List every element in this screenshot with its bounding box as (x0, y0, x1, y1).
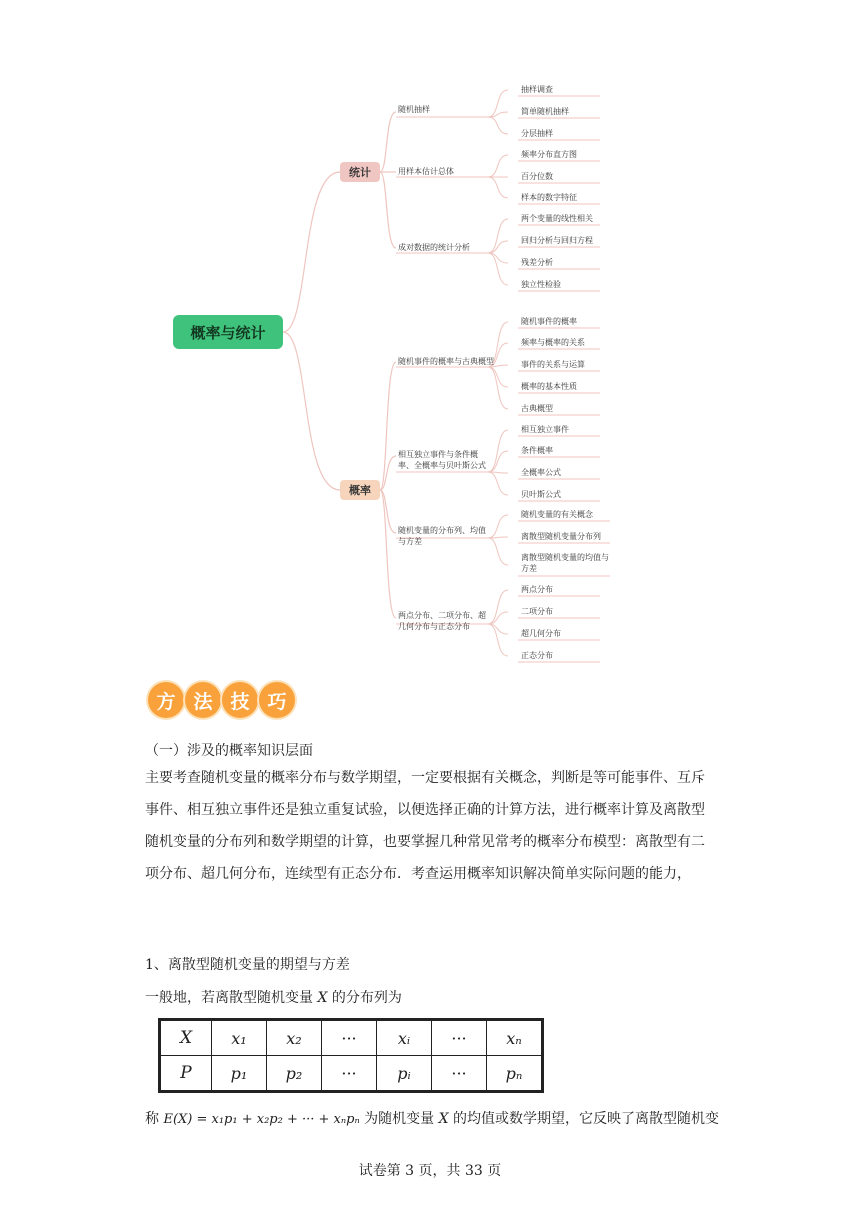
prob-leaf: 古典概型 (521, 404, 553, 413)
prob-group-2: 相互独立事件与条件概率、全概率与贝叶斯公式 (398, 450, 486, 470)
expectation-formula: E(X) = x₁p₁ + x₂p₂ + ··· + xₙpₙ (163, 1112, 360, 1127)
table-cell: ··· (322, 1020, 377, 1056)
distribution-table (158, 1018, 544, 1093)
table-cell: pᵢ (377, 1056, 432, 1092)
stat-leaf: 频率分布直方图 (521, 150, 577, 159)
section-subtitle: （一）涉及的概率知识层面 (145, 743, 313, 759)
prob-leaf: 两点分布 (521, 585, 553, 594)
item-heading: 1、离散型随机变量的期望与方差 (145, 957, 350, 973)
table-cell: x₂ (267, 1020, 322, 1056)
stat-leaf: 样本的数字特征 (521, 193, 577, 202)
table-cell: pₙ (487, 1056, 543, 1092)
table-cell: p₁ (212, 1056, 267, 1092)
stat-leaf: 两个变量的线性相关 (521, 214, 593, 223)
stat-leaf: 独立性检验 (521, 280, 561, 289)
prob-leaf: 离散型随机变量分布列 (521, 532, 601, 541)
variable-x: X (317, 990, 328, 1006)
table-cell: xₙ (487, 1020, 543, 1056)
stat-leaf: 简单随机抽样 (521, 107, 569, 116)
prob-leaf: 全概率公式 (521, 468, 561, 477)
prob-leaf: 随机事件的概率 (521, 317, 577, 326)
badge-char: 巧 (259, 682, 295, 718)
stat-leaf: 抽样调查 (521, 85, 553, 94)
stat-leaf: 回归分析与回归方程 (521, 236, 593, 245)
table-cell: P (160, 1056, 212, 1092)
table-cell: xᵢ (377, 1020, 432, 1056)
prob-leaf: 离散型随机变量的均值与方差 (521, 553, 609, 573)
expectation-definition: 称 E(X) = x₁p₁ + x₂p₂ + ··· + xₙpₙ 为随机变量 X 的均值或数学期望，它反映了离散型随机变 (145, 1111, 720, 1127)
prob-leaf: 条件概率 (521, 446, 553, 455)
badge-char: 技 (222, 682, 258, 718)
table-row (160, 1020, 543, 1056)
category-statistics: 统计 (340, 162, 380, 182)
badge-char: 法 (185, 682, 221, 718)
prob-leaf: 正态分布 (521, 651, 553, 660)
stat-leaf: 分层抽样 (521, 129, 553, 138)
prob-leaf: 超几何分布 (521, 629, 561, 638)
table-cell: p₂ (267, 1056, 322, 1092)
stat-group-2: 用样本估计总体 (398, 167, 454, 176)
table-cell: X (160, 1020, 212, 1056)
body-paragraph: 主要考查随机变量的概率分布与数学期望，一定要根据有关概念，判断是等可能事件、互斥事件、相互独立事件还是独立重复试验，以便选择正确的计算方法，进行概率计算及离散型随机变量的分布列和数学期望的计算，也要掌握几种常见常考的概率分布模型：离散型有二项分布、超几何分布，连续型有正态分布．考查运用概率知识解决简单实际问题的能力， (145, 770, 705, 882)
stat-leaf: 残差分析 (521, 258, 553, 267)
prob-group-1: 随机事件的概率与古典概型 (398, 357, 494, 366)
stat-group-1: 随机抽样 (398, 105, 430, 114)
prob-leaf: 贝叶斯公式 (521, 490, 561, 499)
mind-map-root: 概率与统计 (173, 315, 283, 349)
category-probability: 概率 (340, 480, 380, 500)
variable-x: X (438, 1111, 449, 1127)
prob-leaf: 随机变量的有关概念 (521, 510, 593, 519)
table-cell: x₁ (212, 1020, 267, 1056)
prob-leaf: 频率与概率的关系 (521, 338, 585, 347)
page-footer: 试卷第 3 页，共 33 页 (358, 1163, 502, 1179)
table-cell: ··· (432, 1020, 487, 1056)
prob-group-4: 两点分布、二项分布、超几何分布与正态分布 (398, 611, 486, 631)
stat-group-3: 成对数据的统计分析 (398, 243, 470, 252)
prob-leaf: 概率的基本性质 (521, 382, 577, 391)
table-row (160, 1056, 543, 1092)
prob-leaf: 相互独立事件 (521, 425, 569, 434)
prob-leaf: 事件的关系与运算 (521, 360, 585, 369)
table-cell: ··· (432, 1056, 487, 1092)
distribution-intro: 一般地，若离散型随机变量 X 的分布列为 (145, 990, 402, 1006)
stat-leaf: 百分位数 (521, 172, 553, 181)
badge-char: 方 (148, 682, 184, 718)
prob-group-3: 随机变量的分布列、均值与方差 (398, 526, 486, 546)
prob-leaf: 二项分布 (521, 607, 553, 616)
table-cell: ··· (322, 1056, 377, 1092)
